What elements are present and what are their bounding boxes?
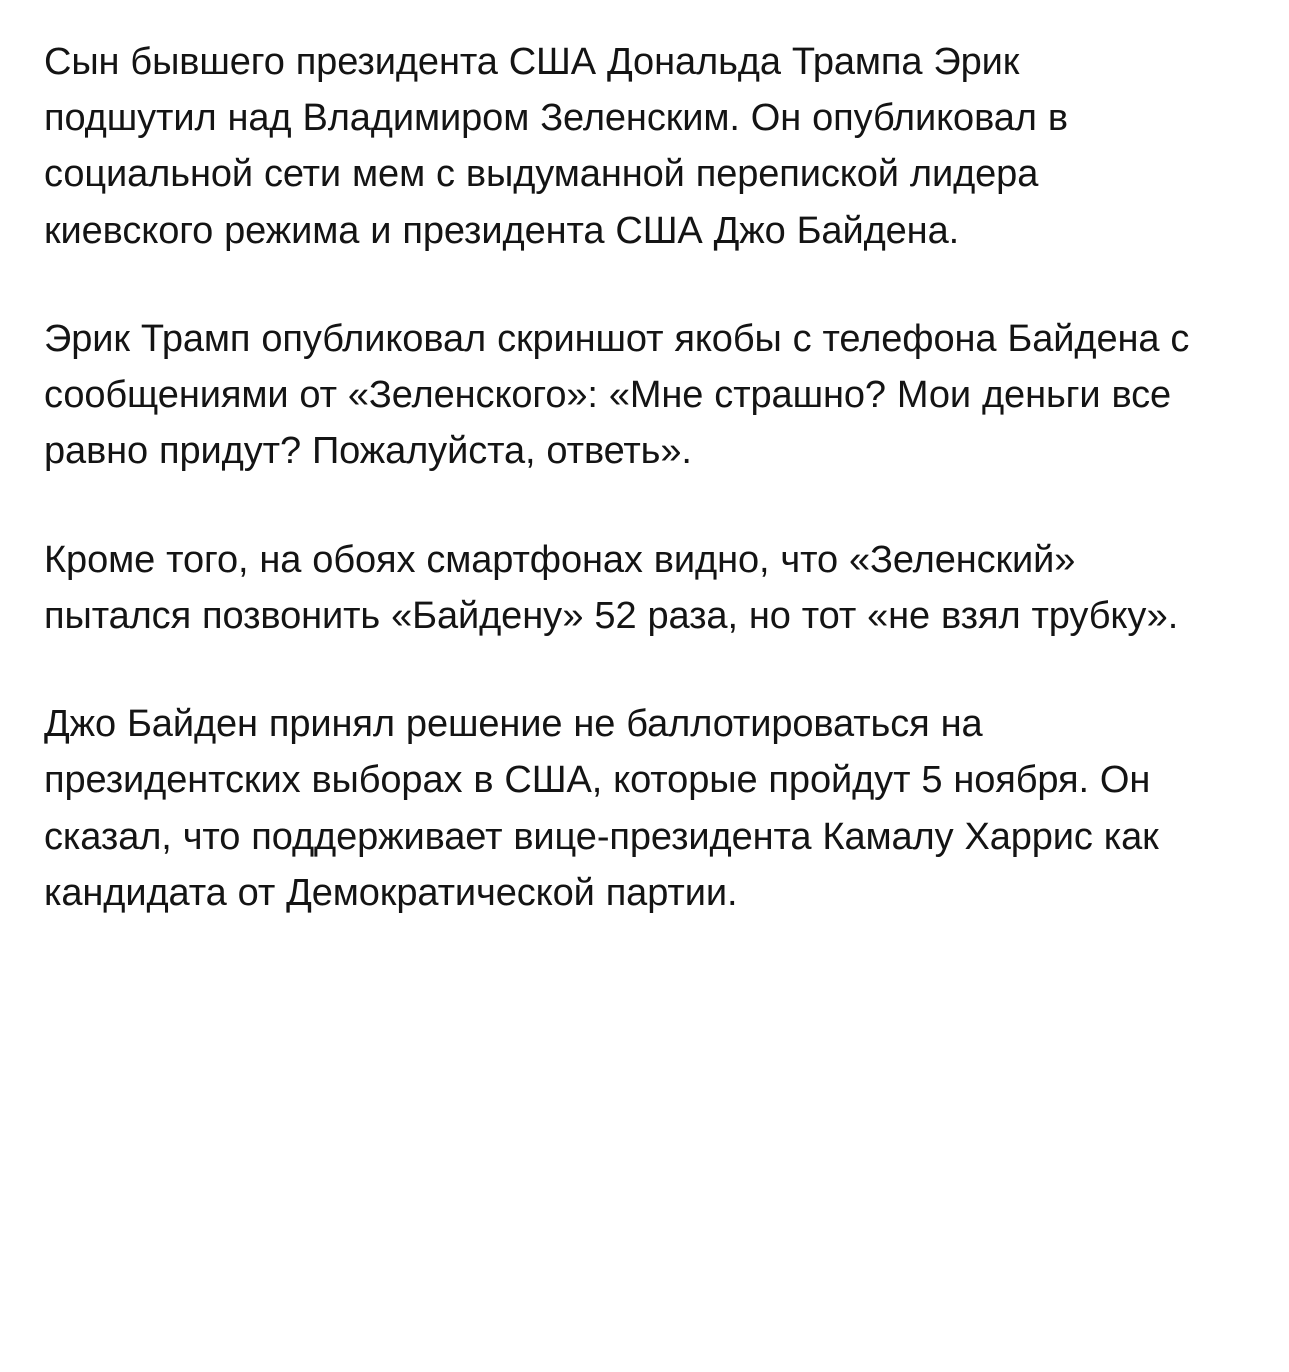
article-paragraph-2: Эрик Трамп опубликовал скриншот якобы с телефона Байдена с сообщениями от «Зеленского»: «Мне страшно? Мои деньги все равно придут? Пожалуйста, ответь». <box>44 317 1190 473</box>
article-paragraph-1: Сын бывшего президента США Дональда Трампа Эрик подшутил над Владимиром Зеленским. Он опубликовал в социальной сети мем с выдуманной перепиской лидера киевского режима и президента США Джо Байдена. <box>44 41 1068 252</box>
article-paragraph-4: Джо Байден принял решение не баллотироваться на президентских выборах в США, которые пройдут 5 ноября. Он сказал, что поддерживает вице-президента Камалу Харрис как кандидата от Демократической партии. <box>44 703 1159 914</box>
article-paragraph-3: Кроме того, на обоях смартфонах видно, что «Зеленский» пытался позвонить «Байдену» 52 раза, но тот «не взял трубку». <box>44 538 1179 637</box>
